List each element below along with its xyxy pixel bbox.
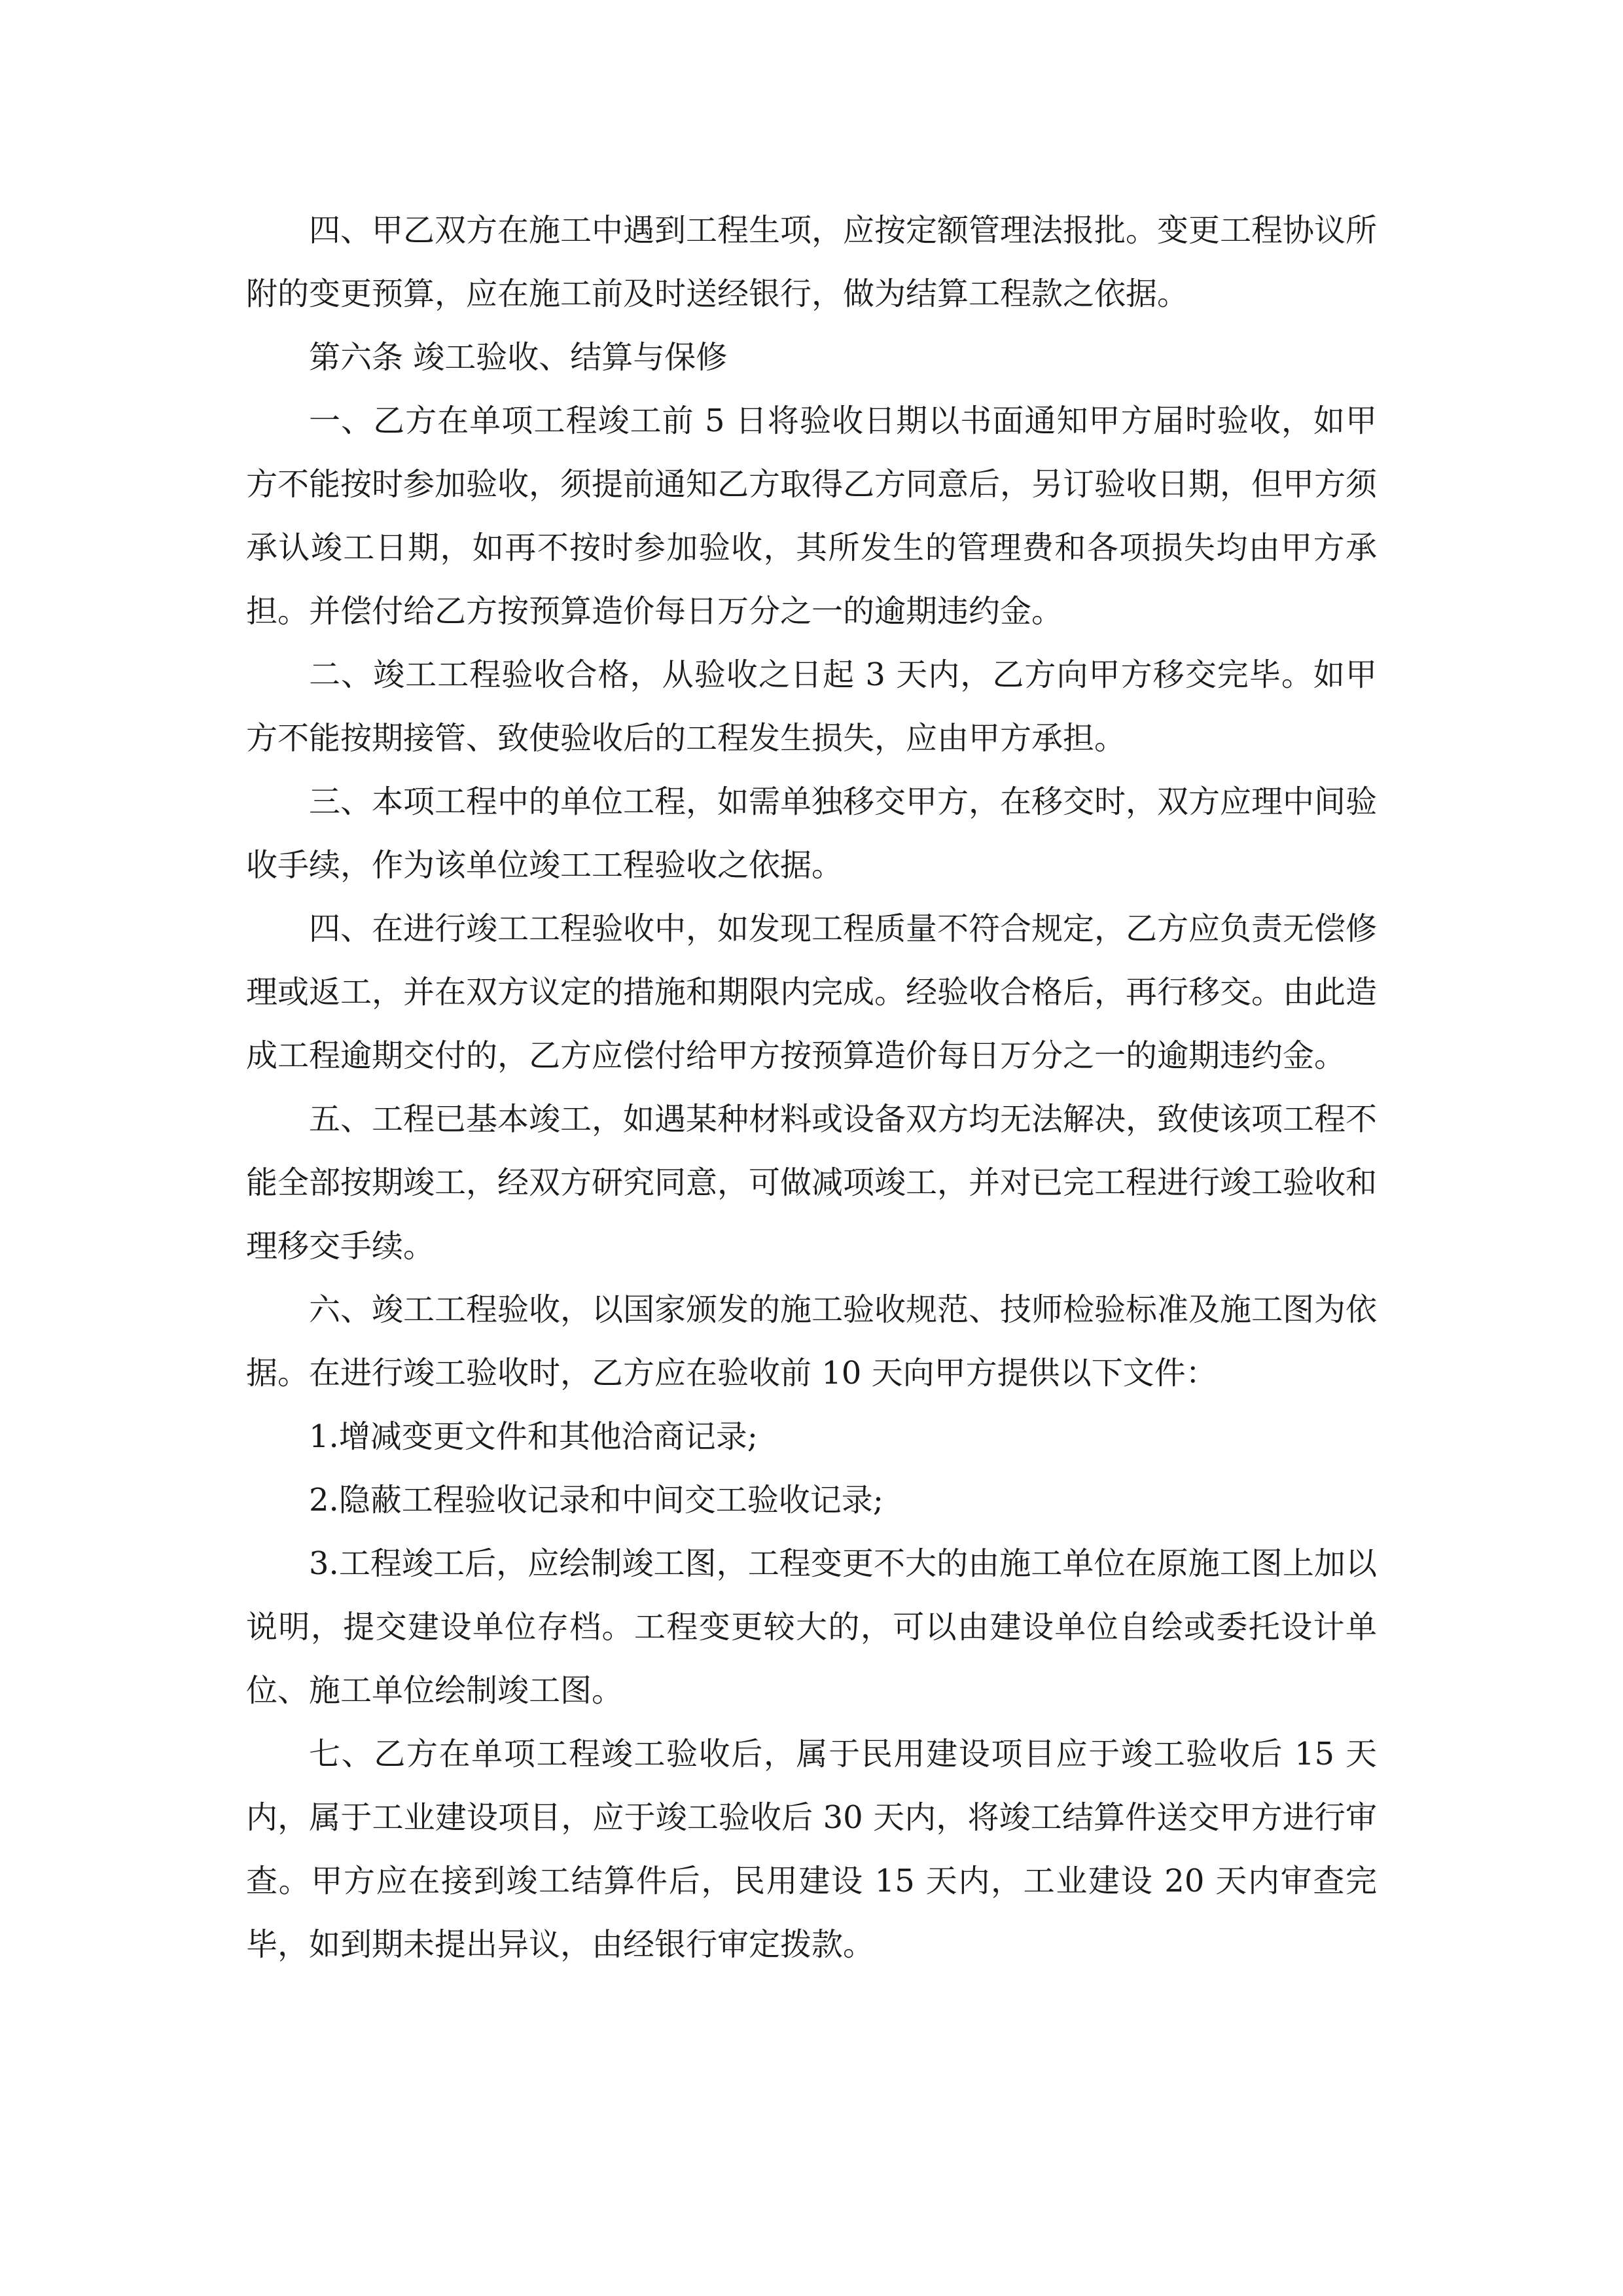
list-item-2: 2.隐蔽工程验收记录和中间交工验收记录;	[309, 1482, 883, 1518]
list-item-1: 1.增减变更文件和其他洽商记录;	[309, 1418, 758, 1455]
paragraph-clause-6: 六、竣工工程验收，以国家颁发的施工验收规范、技师检验标准及施工图为依据。在进行竣工验收时，乙方应在验收前 10 天向甲方提供以下文件：	[246, 1291, 1378, 1391]
section-heading-article-6: 第六条 竣工验收、结算与保修	[309, 339, 728, 376]
paragraph-clause-7: 七、乙方在单项工程竣工验收后，属于民用建设项目应于竣工验收后 15 天内，属于工业建设项目，应于竣工验收后 30 天内，将竣工结算件送交甲方进行审查。甲方应在接到竣工结算件后，民用建设 15 天内，工业建设 20 天内审查完毕，如到期未提出异议，由经银行审定拨款。	[246, 1736, 1377, 1963]
paragraph-clause-4: 四、在进行竣工工程验收中，如发现工程质量不符合规定，乙方应负责无偿修理或返工，并在双方议定的措施和期限内完成。经验收合格后，再行移交。由此造成工程逾期交付的，乙方应偿付给甲方按预算造价每日万分之一的逾期违约金。	[246, 910, 1378, 1074]
list-item-3: 3.工程竣工后，应绘制竣工图，工程变更不大的由施工单位在原施工图上加以说明，提交建设单位存档。工程变更较大的，可以由建设单位自绘或委托设计单位、施工单位绘制竣工图。	[246, 1545, 1377, 1709]
paragraph-clause-5: 五、工程已基本竣工，如遇某种材料或设备双方均无法解决，致使该项工程不能全部按期竣工，经双方研究同意，可做减项竣工，并对已完工程进行竣工验收和理移交手续。	[246, 1101, 1378, 1265]
paragraph-clause-3: 三、本项工程中的单位工程，如需单独移交甲方，在移交时，双方应理中间验收手续，作为该单位竣工工程验收之依据。	[246, 783, 1378, 884]
document-body	[246, 199, 1377, 1977]
paragraph-clause-1: 一、乙方在单项工程竣工前 5 日将验收日期以书面通知甲方届时验收，如甲方不能按时参加验收，须提前通知乙方取得乙方同意后，另订验收日期，但甲方须承认竣工日期，如再不按时参加验收，其所发生的管理费和各项损失均由甲方承担。并偿付给乙方按预算造价每日万分之一的逾期违约金。	[246, 403, 1378, 630]
paragraph-clause-2: 二、竣工工程验收合格，从验收之日起 3 天内，乙方向甲方移交完毕。如甲方不能按期接管、致使验收后的工程发生损失，应由甲方承担。	[246, 656, 1377, 757]
paragraph-change-budget: 四、甲乙双方在施工中遇到工程生项，应按定额管理法报批。变更工程协议所附的变更预算，应在施工前及时送经银行，做为结算工程款之依据。	[246, 212, 1378, 312]
